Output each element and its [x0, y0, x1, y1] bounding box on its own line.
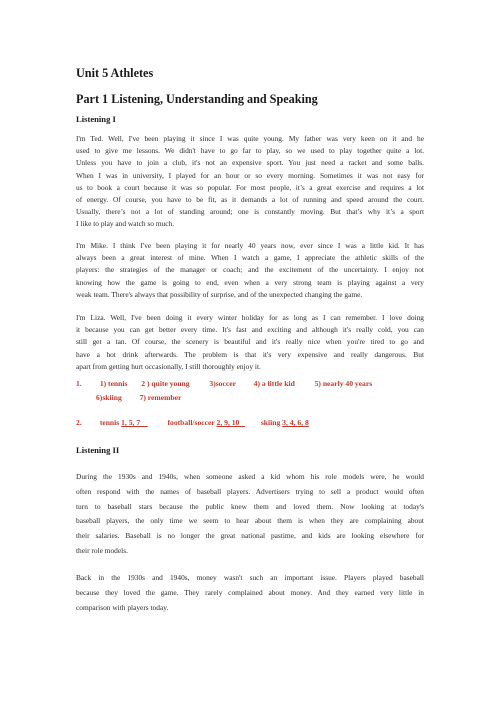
answer-2 [76, 418, 309, 427]
listening-1-paragraph-liza [76, 312, 424, 373]
text-line: Unless you have to join a club, it's not an expensive sport. You just need a racket and some balls. [76, 158, 424, 168]
text-line: used to give me lessons. We didn't have to go far to play, so we used to play together quite a lot. [76, 146, 424, 156]
text-line: still get a tan. Of course, the scenery is beautiful and it's really nice when you're tired to go and [76, 337, 424, 347]
answer-item: 1) tennis [99, 379, 128, 388]
text-line: because they loved the game. They rarely complained about money. And they earned very little in [76, 587, 424, 597]
text-line: us to book a court because it was so popular. For most people, it’s a great exercise and requires a lot [76, 182, 424, 192]
listening-1-paragraph-mike [76, 240, 424, 301]
listening-2-paragraph-1 [76, 470, 424, 559]
answer-item: 7) remember [139, 393, 182, 402]
listening-1-paragraph-ted [76, 133, 424, 231]
part-title: Part 1 Listening, Understanding and Speaking [76, 92, 318, 106]
text-line: knowing how the game is going to end, even when a very strong team is playing against a very [76, 277, 424, 287]
text-line: baseball players, the only time we seem to hear about them is when they are complaining about [76, 516, 424, 526]
text-line: their role models. [76, 545, 128, 555]
answer-item: 5) nearly 40 years [314, 379, 373, 388]
text-line: turn to baseball stars because the public knew them and loved them. Now looking at today's [76, 501, 424, 511]
text-line: Back in the 1930s and 1940s, money wasn't such an important issue. Players played baseball [76, 573, 424, 582]
text-line: apart from getting hurt occasionally, I still thoroughly enjoy it. [76, 361, 261, 371]
answer-label-skiing: skiing [260, 418, 281, 427]
unit-title: Unit 5 Athletes [76, 66, 154, 80]
text-line: I'm Ted. Well, I've been playing it since I was quite young. My father was very keen on it and he [76, 134, 424, 143]
text-line: always been a great interest of mine. When I watch a game, I appreciate the athletic skills of the [76, 253, 424, 263]
text-line: it because you can get better every time. It's fast and exciting and although it's really cold, you can [76, 325, 424, 335]
answer-tennis-numbers: 1, 5, 7 [121, 418, 141, 427]
text-line: Usually, there’s not a lot of standing around; one is constantly moving. But that’s why it’s a sport [76, 207, 424, 217]
answer-1-line-1 [76, 379, 372, 388]
listening-1-heading: Listening I [76, 114, 116, 124]
text-line: comparison with players today. [76, 602, 169, 612]
answer-item: 2 ) quite young [141, 379, 190, 388]
answer-number: 2. [76, 418, 82, 427]
answer-number: 1. [76, 379, 82, 388]
answer-label-football: football/soccer [167, 418, 215, 427]
text-line: weak team. There's always that possibility of surprise, and of the unexpected changing the game. [76, 289, 363, 299]
text-line: I like to play and watch so much. [76, 219, 175, 229]
answer-skiing-numbers: 3, 4, 6, 8 [282, 418, 309, 427]
answer-1-line-2 [96, 393, 181, 402]
text-line: When I was in university, I played for an hour or so every morning. Sometimes it was not easy for [76, 170, 424, 180]
text-line: players: the strategies of the manager or coach; and the excitement of the uncertainty. I enjoy not [76, 265, 424, 275]
answer-label-tennis: tennis [99, 418, 120, 427]
listening-2-paragraph-2 [76, 571, 424, 615]
text-line: I'm Mike. I think I've been playing it for nearly 40 years now, ever since I was a little kid. It has [76, 241, 424, 250]
text-line: their salaries. Baseball is no longer the great national pastime, and kids are looking elsewhere for [76, 531, 424, 541]
text-line: I'm Liza. Well, I've been doing it every winter holiday for as long as I can remember. I love doing [76, 313, 424, 322]
answer-item: 6)skiing [96, 393, 122, 402]
text-line: During the 1930s and 1940s, when someone asked a kid whom his role models were, he would [76, 472, 424, 481]
answer-item: 3)soccer [209, 379, 236, 388]
text-line: of energy. Of course, you have to be fit, as it demands a lot of running and speed around the court. [76, 195, 424, 205]
answer-item: 4) a little kid [253, 379, 295, 388]
listening-2-heading: Listening II [76, 445, 120, 455]
text-line: often respond with the names of baseball players. Advertisers trying to sell a product would often [76, 486, 424, 496]
answer-football-numbers: 2, 9, 10 [216, 418, 240, 427]
text-line: have a hot drink afterwards. The problem is that it's very expensive and really dangerous. But [76, 349, 424, 359]
